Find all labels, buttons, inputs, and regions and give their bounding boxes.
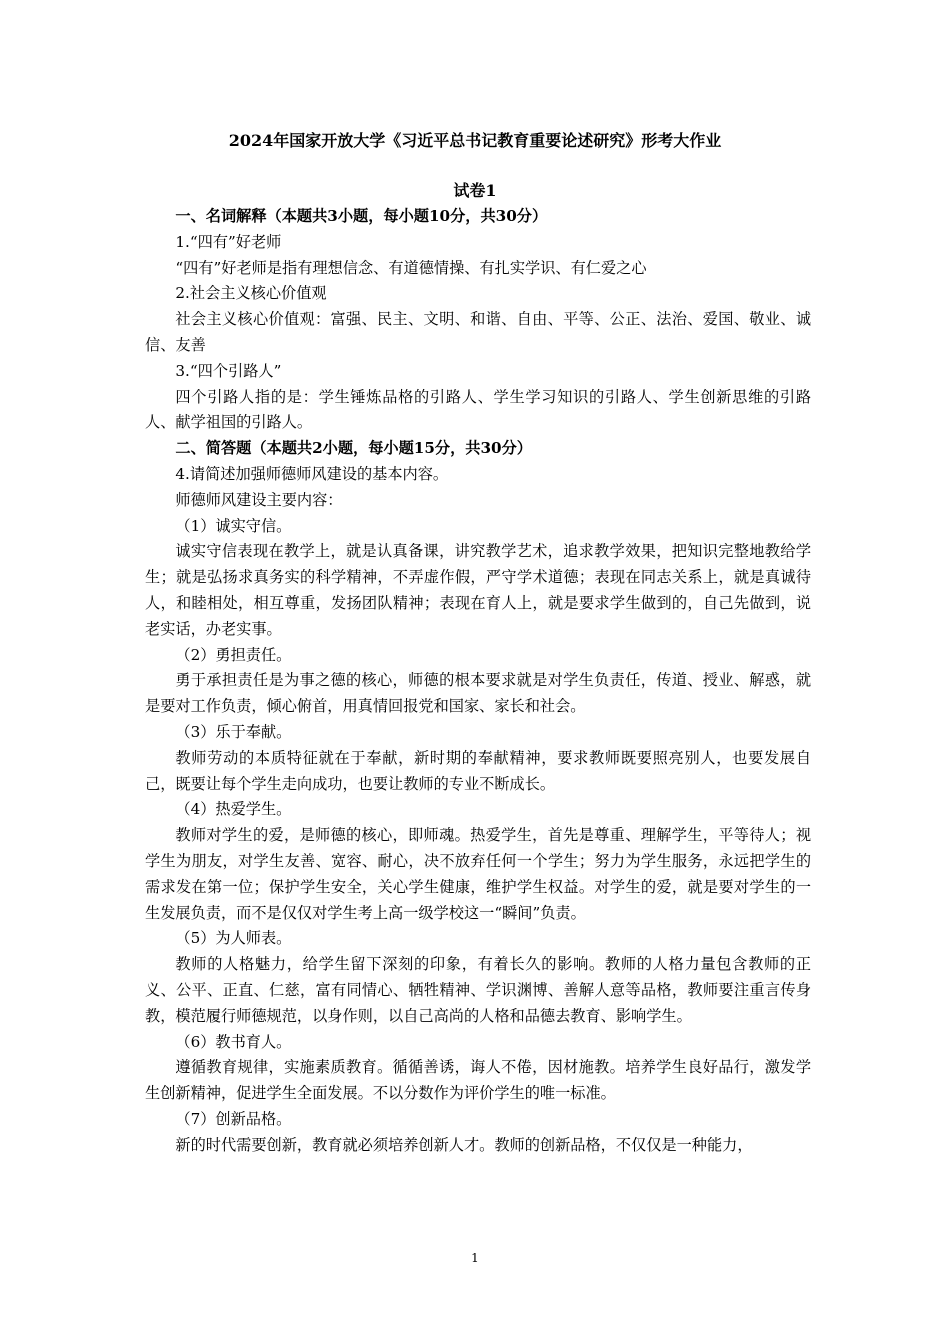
paragraph: 教师劳动的本质特征就在于奉献，新时期的奉献精神，要求教师既要照亮别人，也要发展自己，既要让每个学生走向成功，也要让教师的专业不断成长。 bbox=[145, 748, 811, 793]
paragraph: 教师的人格魅力，给学生留下深刻的印象，有着长久的影响。教师的人格力量包含教师的正义、公平、正直、仁慈，富有同情心、牺牲精神、学识渊博、善解人意等品格，教师要注重言传身教，模范履行师德规范，以身作则，以自己高尚的人格和品德去教育、影响学生。 bbox=[145, 955, 811, 1025]
paragraph: 教师对学生的爱，是师德的核心，即师魂。热爱学生，首先是尊重、理解学生，平等待人；视学生为朋友，对学生友善、宽容、耐心，决不放弃任何一个学生；努力为学生服务，永远把学生的需求发在第一位；保护学生安全，关心学生健康，维护学生权益。对学生的爱，就是要对学生的一生发展负责，而不是仅仅对学生考上高一级学校这一“瞬间”负责。 bbox=[145, 826, 811, 922]
page-number: 1 bbox=[471, 1251, 479, 1265]
paragraph: 师德师风建设主要内容： bbox=[175, 490, 343, 509]
paragraph: 2.社会主义核心价值观 bbox=[175, 284, 327, 303]
paragraph: （1）诚实守信。 bbox=[175, 516, 292, 535]
paragraph: 勇于承担责任是为事之德的核心，师德的根本要求就是对学生负责任，传道、授业、解惑，就是要对工作负责，倾心俯首，用真情回报党和国家、家长和社会。 bbox=[145, 671, 811, 716]
paragraph: 社会主义核心价值观：富强、民主、文明、和谐、自由、平等、公正、法治、爱国、敬业、诚信、友善 bbox=[145, 310, 811, 354]
paragraph: （6）教书育人。 bbox=[175, 1032, 292, 1051]
paragraph: “四有”好老师是指有理想信念、有道德情操、有扎实学识、有仁爱之心 bbox=[175, 258, 647, 277]
document-body bbox=[145, 204, 811, 1158]
document-title: 2024年国家开放大学《习近平总书记教育重要论述研究》形考大作业 bbox=[228, 131, 722, 150]
section-heading: 二、简答题（本题共2小题，每小题15分，共30分） bbox=[175, 439, 532, 458]
section-heading: 一、名词解释（本题共3小题，每小题10分，共30分） bbox=[175, 207, 548, 225]
paragraph: （3）乐于奉献。 bbox=[175, 722, 292, 741]
paragraph: （2）勇担责任。 bbox=[175, 645, 292, 664]
paragraph: 4.请简述加强师德师风建设的基本内容。 bbox=[175, 464, 449, 483]
paragraph: （7）创新品格。 bbox=[175, 1109, 292, 1128]
paragraph: （4）热爱学生。 bbox=[175, 800, 292, 819]
paragraph: 新的时代需要创新，教育就必须培养创新人才。教师的创新品格，不仅仅是一种能力， bbox=[175, 1135, 753, 1154]
paragraph: 遵循教育规律，实施素质教育。循循善诱，诲人不倦，因材施教。培养学生良好品行，激发学生创新精神，促进学生全面发展。不以分数作为评价学生的唯一标准。 bbox=[145, 1058, 811, 1103]
paragraph: 3.“四个引路人” bbox=[175, 361, 282, 380]
paragraph: 四个引路人指的是：学生锤炼品格的引路人、学生学习知识的引路人、学生创新思维的引路人、献学祖国的引路人。 bbox=[145, 387, 811, 432]
paragraph: 1.“四有”好老师 bbox=[175, 232, 282, 251]
paragraph: （5）为人师表。 bbox=[175, 929, 292, 948]
paragraph: 诚实守信表现在教学上，就是认真备课，讲究教学艺术，追求教学效果，把知识完整地教给学生；就是弘扬求真务实的科学精神，不弄虚作假，严守学术道德；表现在同志关系上，就是真诚待人，和睦相处，相互尊重，发扬团队精神；表现在育人上，就是要求学生做到的，自己先做到，说老实话，办老实事。 bbox=[145, 542, 811, 638]
paper-title: 试卷1 bbox=[453, 181, 497, 200]
